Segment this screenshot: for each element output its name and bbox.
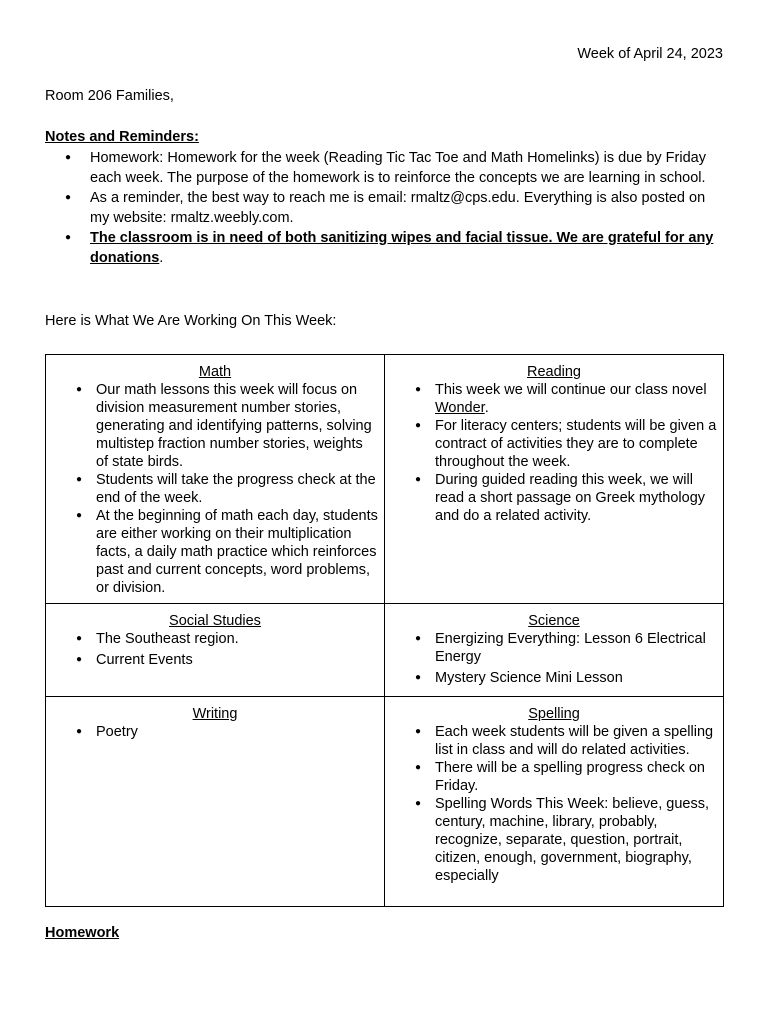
spelling-list [391,723,717,885]
donation-request: The classroom is in need of both sanitizing wipes and facial tissue. We are grateful for any donations [90,230,714,266]
reading-list [391,381,717,525]
novel-title: Wonder [435,400,485,416]
donation-period: . [159,250,164,266]
writing-cell [46,697,385,907]
list-item: ● Each week students will be given a spelling list in class and will do related activities. [391,723,717,759]
list-item: ● There will be a spelling progress check on Friday. [391,759,717,795]
spelling-cell [385,697,724,907]
list-item: ● Energizing Everything: Lesson 6 Electrical Energy [391,630,717,666]
reading-title: Reading [526,364,581,380]
reading-item-period: . [484,400,489,416]
intro-text: Here is What We Are Working On This Week: [45,313,337,329]
reading-cell [385,355,724,604]
social-studies-cell [46,604,385,697]
math-cell [46,355,385,604]
list-item: ● Current Events [52,651,378,669]
spelling-title: Spelling [528,706,580,722]
science-list [391,630,717,687]
notes-item-reminder: ● As a reminder, the best way to reach me is email: rmaltz@cps.edu. Everything is also posted on my website: rmaltz.weebly.com. [45,188,715,228]
science-title: Science [528,613,580,629]
science-cell [385,604,724,697]
greeting: Room 206 Families, [45,88,174,104]
social-studies-list [52,630,378,669]
list-item: ● Our math lessons this week will focus on division measurement number stories, generating and identifying patterns, solving multistep fraction number stories, weights of state birds. [52,381,378,471]
list-item: ● The Southeast region. [52,630,378,648]
social-studies-title: Social Studies [169,613,261,629]
subjects-table [45,354,724,907]
notes-heading: Notes and Reminders: [45,129,199,145]
list-item: ● For literacy centers; students will be given a contract of activities they are to complete throughout the week. [391,417,717,471]
notes-item-homework: ● Homework: Homework for the week (Reading Tic Tac Toe and Math Homelinks) is due by Friday each week. The purpose of the homework is to reinforce the concepts we are learning in school. [45,148,715,188]
week-date: Week of April 24, 2023 [577,46,723,62]
notes-list [45,148,715,268]
list-item: ● Mystery Science Mini Lesson [391,669,717,687]
list-item: ● During guided reading this week, we will read a short passage on Greek mythology and do a related activity. [391,471,717,525]
math-title: Math [198,364,232,380]
homework-heading: Homework [45,925,120,941]
list-item: ● Spelling Words This Week: believe, guess, century, machine, library, probably, recognize, separate, question, portrait, citizen, enough, government, biography, especially [391,795,717,885]
list-item: ● Poetry [52,723,378,741]
reading-item-text: This week we will continue our class novel [435,382,707,398]
math-list [52,381,378,597]
writing-title: Writing [192,706,238,722]
list-item [391,381,717,417]
list-item: ● Students will take the progress check at the end of the week. [52,471,378,507]
list-item: ● At the beginning of math each day, students are either working on their multiplication facts, a daily math practice which reinforces past and current concepts, word problems, or division. [52,507,378,597]
notes-item-donations [45,228,715,268]
writing-list [52,723,378,741]
